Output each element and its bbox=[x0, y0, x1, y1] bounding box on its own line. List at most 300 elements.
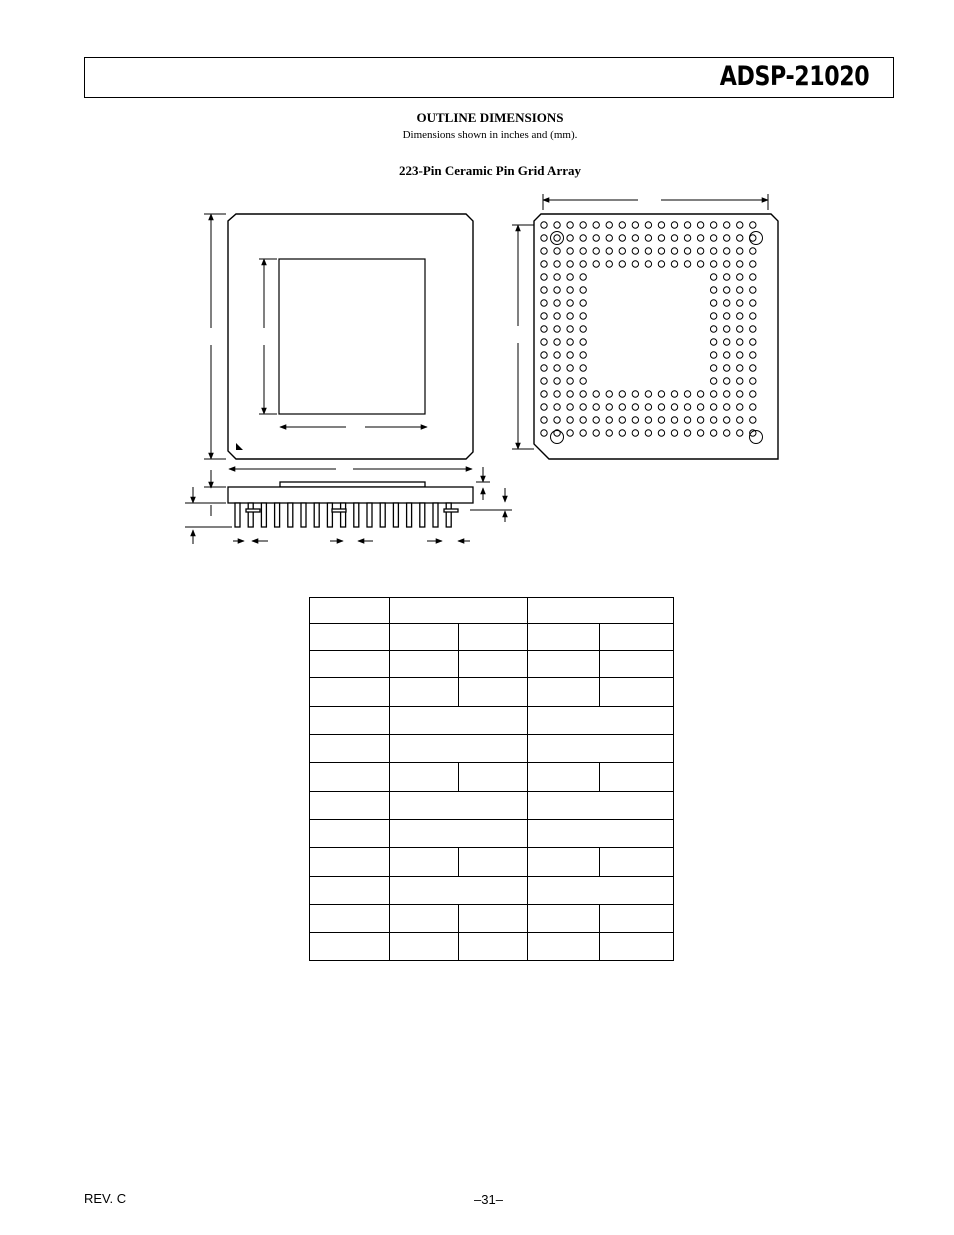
pin bbox=[554, 261, 560, 267]
table-cell bbox=[390, 624, 459, 651]
pin bbox=[750, 222, 756, 228]
pin bbox=[567, 417, 573, 423]
pin bbox=[567, 326, 573, 332]
pin bbox=[684, 261, 690, 267]
table-cell bbox=[390, 707, 528, 735]
pin bbox=[710, 404, 716, 410]
pin bbox=[658, 430, 664, 436]
table-cell bbox=[528, 651, 600, 678]
pin bbox=[567, 430, 573, 436]
pin bbox=[554, 287, 560, 293]
pin bbox=[541, 235, 547, 241]
pin bbox=[750, 339, 756, 345]
pin bbox=[541, 313, 547, 319]
pin bbox=[671, 222, 677, 228]
package-title: 223-Pin Ceramic Pin Grid Array bbox=[399, 163, 581, 178]
pin bbox=[750, 313, 756, 319]
side-pins bbox=[235, 503, 458, 527]
pin bbox=[737, 404, 743, 410]
table-cell bbox=[310, 933, 390, 961]
pin bbox=[710, 352, 716, 358]
side-pin bbox=[288, 503, 293, 527]
pin bbox=[541, 352, 547, 358]
part-number: ADSP-21020 bbox=[719, 61, 869, 92]
table-row bbox=[310, 678, 674, 707]
pin bbox=[750, 261, 756, 267]
side-pin bbox=[301, 503, 306, 527]
pin bbox=[684, 430, 690, 436]
pin bbox=[580, 365, 586, 371]
table-cell bbox=[528, 905, 600, 933]
pin bbox=[619, 391, 625, 397]
pin bbox=[541, 378, 547, 384]
table-cell bbox=[600, 905, 674, 933]
pin bbox=[580, 300, 586, 306]
pin bbox=[580, 391, 586, 397]
package-top-view bbox=[228, 214, 473, 459]
pin bbox=[580, 235, 586, 241]
side-pin bbox=[314, 503, 319, 527]
table-cell bbox=[459, 933, 528, 961]
pin bbox=[697, 235, 703, 241]
pin bbox=[554, 326, 560, 332]
pin bbox=[697, 417, 703, 423]
table-row bbox=[310, 735, 674, 763]
pin bbox=[724, 378, 730, 384]
table-cell bbox=[600, 933, 674, 961]
pin bbox=[724, 352, 730, 358]
pin bbox=[606, 248, 612, 254]
package-side-view bbox=[228, 482, 473, 527]
pin bbox=[567, 365, 573, 371]
side-pin bbox=[327, 503, 332, 527]
pin bbox=[645, 248, 651, 254]
table-row bbox=[310, 763, 674, 792]
table-row bbox=[310, 848, 674, 877]
pin bbox=[684, 417, 690, 423]
footer-page-number: –31– bbox=[474, 1192, 503, 1207]
pin bbox=[632, 248, 638, 254]
table-row bbox=[310, 820, 674, 848]
pin bbox=[619, 261, 625, 267]
footer-revision: REV. C bbox=[84, 1191, 127, 1206]
pin bbox=[724, 261, 730, 267]
pin bbox=[580, 287, 586, 293]
pin bbox=[554, 274, 560, 280]
pin bbox=[632, 222, 638, 228]
table-row bbox=[310, 933, 674, 961]
pin bbox=[554, 352, 560, 358]
pin bbox=[593, 248, 599, 254]
pin bbox=[567, 391, 573, 397]
pin bbox=[724, 430, 730, 436]
table-cell bbox=[390, 792, 528, 820]
table-row bbox=[310, 792, 674, 820]
pin bbox=[737, 339, 743, 345]
pin bbox=[541, 326, 547, 332]
pin bbox=[724, 339, 730, 345]
side-pin bbox=[433, 503, 438, 527]
pin bbox=[684, 248, 690, 254]
pin bbox=[593, 430, 599, 436]
pin bbox=[567, 274, 573, 280]
package-bottom-view bbox=[534, 214, 778, 459]
side-pin bbox=[367, 503, 372, 527]
pin bbox=[750, 352, 756, 358]
lid-outline bbox=[279, 259, 425, 414]
pin bbox=[567, 313, 573, 319]
pin bbox=[593, 235, 599, 241]
pin bbox=[567, 222, 573, 228]
pin bbox=[554, 378, 560, 384]
pin bbox=[750, 404, 756, 410]
table-cell bbox=[528, 598, 674, 624]
pin bbox=[658, 261, 664, 267]
pin bbox=[567, 248, 573, 254]
pin bbox=[606, 222, 612, 228]
pin bbox=[554, 417, 560, 423]
pin bbox=[567, 339, 573, 345]
pin bbox=[684, 404, 690, 410]
pin bbox=[606, 417, 612, 423]
pin bbox=[632, 261, 638, 267]
pin bbox=[750, 365, 756, 371]
standoff-mark bbox=[332, 509, 346, 512]
table-row bbox=[310, 905, 674, 933]
pin bbox=[724, 391, 730, 397]
pin bbox=[710, 326, 716, 332]
pin bbox=[750, 417, 756, 423]
pin bbox=[593, 222, 599, 228]
pin bbox=[593, 404, 599, 410]
table-cell bbox=[459, 848, 528, 877]
pin bbox=[658, 248, 664, 254]
table-cell bbox=[390, 598, 528, 624]
pin bbox=[619, 222, 625, 228]
pin-grid bbox=[541, 222, 763, 444]
table-cell bbox=[390, 877, 528, 905]
pin bbox=[671, 248, 677, 254]
pin bbox=[737, 365, 743, 371]
pin bbox=[710, 430, 716, 436]
pin bbox=[580, 313, 586, 319]
pin bbox=[580, 378, 586, 384]
pin bbox=[671, 235, 677, 241]
pin bbox=[541, 261, 547, 267]
table-cell bbox=[310, 905, 390, 933]
pin bbox=[541, 430, 547, 436]
pin bbox=[737, 378, 743, 384]
table-cell bbox=[528, 792, 674, 820]
pin bbox=[750, 391, 756, 397]
pin bbox=[724, 222, 730, 228]
pin bbox=[737, 235, 743, 241]
pin bbox=[750, 274, 756, 280]
pin bbox=[645, 404, 651, 410]
table-cell bbox=[528, 735, 674, 763]
table-cell bbox=[528, 763, 600, 792]
pin bbox=[724, 404, 730, 410]
table-row bbox=[310, 598, 674, 624]
table-cell bbox=[459, 905, 528, 933]
pin bbox=[658, 404, 664, 410]
pin bbox=[710, 261, 716, 267]
pin bbox=[567, 352, 573, 358]
pin bbox=[710, 417, 716, 423]
pin bbox=[554, 365, 560, 371]
table-row bbox=[310, 877, 674, 905]
pin bbox=[632, 391, 638, 397]
pin bbox=[632, 417, 638, 423]
table-cell bbox=[390, 735, 528, 763]
pin bbox=[632, 404, 638, 410]
table-cell bbox=[310, 598, 390, 624]
pin bbox=[710, 248, 716, 254]
pin bbox=[541, 287, 547, 293]
table-cell bbox=[310, 820, 390, 848]
pin bbox=[658, 235, 664, 241]
pin bbox=[554, 235, 560, 241]
pin bbox=[580, 222, 586, 228]
pin bbox=[580, 326, 586, 332]
table-cell bbox=[528, 848, 600, 877]
pin bbox=[580, 417, 586, 423]
pin bbox=[671, 261, 677, 267]
pin bbox=[619, 404, 625, 410]
pin bbox=[684, 222, 690, 228]
table-cell bbox=[390, 848, 459, 877]
pin bbox=[567, 261, 573, 267]
table-cell bbox=[528, 678, 600, 707]
pin bbox=[580, 352, 586, 358]
pin bbox=[671, 404, 677, 410]
pin bbox=[619, 417, 625, 423]
side-pin bbox=[380, 503, 385, 527]
pin bbox=[567, 287, 573, 293]
pin bbox=[737, 326, 743, 332]
table-cell bbox=[310, 763, 390, 792]
table-cell bbox=[310, 792, 390, 820]
side-pin bbox=[275, 503, 280, 527]
pin bbox=[697, 430, 703, 436]
table-cell bbox=[310, 651, 390, 678]
side-pin bbox=[261, 503, 266, 527]
pin bbox=[541, 417, 547, 423]
table-cell bbox=[310, 678, 390, 707]
pin bbox=[580, 248, 586, 254]
index-mark bbox=[236, 443, 243, 450]
pin bbox=[645, 222, 651, 228]
pin bbox=[541, 222, 547, 228]
pin bbox=[684, 235, 690, 241]
side-pin bbox=[407, 503, 412, 527]
pin bbox=[541, 274, 547, 280]
pin bbox=[541, 339, 547, 345]
pin bbox=[554, 391, 560, 397]
table-cell bbox=[459, 624, 528, 651]
pin bbox=[645, 235, 651, 241]
pin bbox=[606, 404, 612, 410]
pin bbox=[737, 313, 743, 319]
pin bbox=[750, 287, 756, 293]
table-cell bbox=[310, 707, 390, 735]
pin bbox=[554, 248, 560, 254]
pin bbox=[737, 352, 743, 358]
table-row bbox=[310, 624, 674, 651]
pin bbox=[619, 235, 625, 241]
pin bbox=[554, 222, 560, 228]
pin bbox=[554, 300, 560, 306]
pin bbox=[750, 248, 756, 254]
pin bbox=[697, 248, 703, 254]
pin bbox=[710, 287, 716, 293]
pin bbox=[724, 417, 730, 423]
pin bbox=[724, 287, 730, 293]
standoff-mark bbox=[444, 509, 458, 512]
pin bbox=[724, 313, 730, 319]
table-cell bbox=[459, 678, 528, 707]
standoff-pin bbox=[551, 431, 564, 444]
pin bbox=[580, 274, 586, 280]
pin bbox=[606, 235, 612, 241]
table-cell bbox=[310, 848, 390, 877]
table-cell bbox=[390, 933, 459, 961]
pin bbox=[567, 235, 573, 241]
table-cell bbox=[528, 820, 674, 848]
table-cell bbox=[600, 651, 674, 678]
table-row bbox=[310, 707, 674, 735]
pin bbox=[658, 391, 664, 397]
pin bbox=[697, 391, 703, 397]
pin bbox=[580, 430, 586, 436]
pin bbox=[541, 391, 547, 397]
pin bbox=[593, 261, 599, 267]
pin bbox=[724, 365, 730, 371]
pin bbox=[658, 417, 664, 423]
dimension-table bbox=[309, 597, 674, 961]
pin bbox=[645, 261, 651, 267]
table-cell bbox=[390, 905, 459, 933]
table-cell bbox=[600, 848, 674, 877]
pin bbox=[671, 391, 677, 397]
table-cell bbox=[600, 624, 674, 651]
pin bbox=[737, 274, 743, 280]
pin bbox=[697, 404, 703, 410]
side-pin bbox=[446, 503, 451, 527]
pin bbox=[580, 339, 586, 345]
pin bbox=[710, 313, 716, 319]
pin bbox=[567, 378, 573, 384]
pin bbox=[697, 261, 703, 267]
pin bbox=[710, 378, 716, 384]
table-row bbox=[310, 651, 674, 678]
pin bbox=[710, 339, 716, 345]
table-cell bbox=[600, 678, 674, 707]
pin bbox=[737, 248, 743, 254]
pin bbox=[710, 222, 716, 228]
side-pin bbox=[354, 503, 359, 527]
pin bbox=[737, 391, 743, 397]
pin bbox=[632, 430, 638, 436]
table-cell bbox=[528, 707, 674, 735]
pin bbox=[737, 417, 743, 423]
pin bbox=[567, 300, 573, 306]
table-cell bbox=[390, 820, 528, 848]
table-cell bbox=[459, 651, 528, 678]
table-cell bbox=[310, 735, 390, 763]
pin bbox=[710, 391, 716, 397]
pin bbox=[737, 222, 743, 228]
pin bbox=[684, 391, 690, 397]
pin bbox=[750, 235, 756, 241]
pin bbox=[750, 378, 756, 384]
pin bbox=[724, 300, 730, 306]
pin bbox=[737, 430, 743, 436]
table-cell bbox=[459, 763, 528, 792]
section-title: OUTLINE DIMENSIONS bbox=[416, 110, 564, 125]
pin bbox=[541, 248, 547, 254]
table-cell bbox=[390, 678, 459, 707]
pin bbox=[710, 235, 716, 241]
pin bbox=[632, 235, 638, 241]
side-pin bbox=[420, 503, 425, 527]
pin bbox=[593, 391, 599, 397]
side-pin bbox=[248, 503, 253, 527]
pin bbox=[645, 417, 651, 423]
pin bbox=[619, 430, 625, 436]
pin bbox=[750, 326, 756, 332]
pin bbox=[671, 430, 677, 436]
pin bbox=[645, 391, 651, 397]
pin bbox=[593, 417, 599, 423]
pin bbox=[710, 365, 716, 371]
pin bbox=[606, 391, 612, 397]
pin bbox=[554, 313, 560, 319]
standoff-pin bbox=[551, 232, 564, 245]
pin bbox=[554, 404, 560, 410]
table-cell bbox=[310, 624, 390, 651]
pin bbox=[541, 365, 547, 371]
pin bbox=[567, 404, 573, 410]
pin bbox=[710, 274, 716, 280]
pin bbox=[619, 248, 625, 254]
pin bbox=[724, 326, 730, 332]
pin bbox=[724, 248, 730, 254]
pin bbox=[606, 261, 612, 267]
pin bbox=[724, 235, 730, 241]
standoff-mark bbox=[246, 509, 260, 512]
pin bbox=[580, 404, 586, 410]
pin bbox=[750, 300, 756, 306]
table-cell bbox=[390, 763, 459, 792]
table-cell bbox=[600, 763, 674, 792]
side-pin bbox=[235, 503, 240, 527]
pin bbox=[710, 300, 716, 306]
pin bbox=[645, 430, 651, 436]
pin bbox=[580, 261, 586, 267]
side-pin bbox=[341, 503, 346, 527]
pin bbox=[737, 300, 743, 306]
pin bbox=[697, 222, 703, 228]
pin bbox=[541, 404, 547, 410]
table-cell bbox=[528, 877, 674, 905]
pin bbox=[737, 287, 743, 293]
table-cell bbox=[528, 624, 600, 651]
pin bbox=[541, 300, 547, 306]
pin bbox=[606, 430, 612, 436]
table-cell bbox=[310, 877, 390, 905]
pin bbox=[724, 274, 730, 280]
